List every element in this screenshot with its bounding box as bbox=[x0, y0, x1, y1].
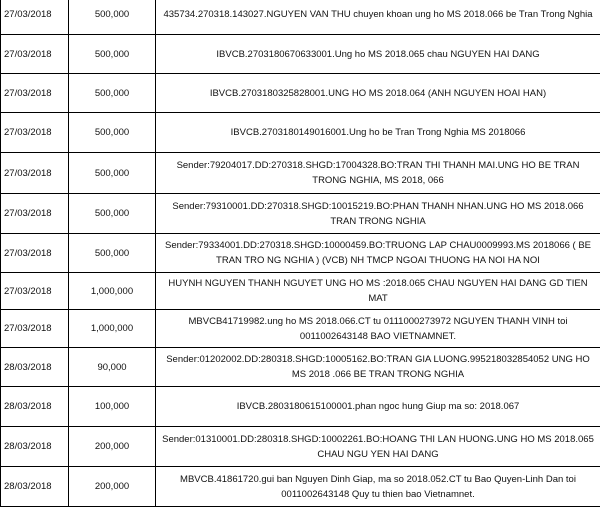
date-cell: 28/03/2018 bbox=[1, 387, 69, 427]
table-row bbox=[1, 387, 600, 427]
date-cell: 27/03/2018 bbox=[1, 194, 69, 234]
amount-cell: 90,000 bbox=[69, 348, 156, 387]
date-cell: 27/03/2018 bbox=[1, 0, 69, 35]
table-row bbox=[1, 348, 600, 387]
description-cell: HUYNH NGUYEN THANH NGUYET UNG HO MS :2018.065 CHAU NGUYEN HAI DANG GD TIEN MAT bbox=[156, 273, 600, 310]
description-cell: Sender:79334001.DD:270318.SHGD:10000459.BO:TRUONG LAP CHAU0009993.MS 2018066 ( BE TRAN TRO NG NGHIA ) (VCB) NH TMCP NGOAI THUONG HA NOI HA NOI bbox=[156, 234, 600, 273]
description-cell: Sender:79204017.DD:270318.SHGD:17004328.BO:TRAN THI THANH MAI.UNG HO BE TRAN TRONG NGHIA, MS 2018, 066 bbox=[156, 153, 600, 194]
description-cell: IBVCB.2703180670633001.Ung ho MS 2018.065 chau NGUYEN HAI DANG bbox=[156, 35, 600, 74]
table-row bbox=[1, 194, 600, 234]
description-cell: 435734.270318.143027.NGUYEN VAN THU chuyen khoan ung ho MS 2018.066 be Tran Trong Nghia bbox=[156, 0, 600, 35]
table-row bbox=[1, 467, 600, 507]
date-cell: 28/03/2018 bbox=[1, 427, 69, 467]
table-row bbox=[1, 427, 600, 467]
description-cell: Sender:01202002.DD:280318.SHGD:10005162.BO:TRAN GIA LUONG.995218032854052 UNG HO MS 2018 .066 BE TRAN TRONG NGHIA bbox=[156, 348, 600, 387]
date-cell: 27/03/2018 bbox=[1, 234, 69, 273]
amount-cell: 500,000 bbox=[69, 113, 156, 153]
table-row bbox=[1, 273, 600, 310]
description-cell: IBVCB.2703180149016001.Ung ho be Tran Trong Nghia MS 2018066 bbox=[156, 113, 600, 153]
table-row bbox=[1, 74, 600, 113]
amount-cell: 500,000 bbox=[69, 234, 156, 273]
table-row bbox=[1, 153, 600, 194]
date-cell: 27/03/2018 bbox=[1, 113, 69, 153]
table-row bbox=[1, 234, 600, 273]
table-row bbox=[1, 0, 600, 35]
amount-cell: 100,000 bbox=[69, 387, 156, 427]
table-row bbox=[1, 35, 600, 74]
date-cell: 27/03/2018 bbox=[1, 74, 69, 113]
date-cell: 28/03/2018 bbox=[1, 348, 69, 387]
amount-cell: 500,000 bbox=[69, 35, 156, 74]
date-cell: 28/03/2018 bbox=[1, 467, 69, 507]
description-cell: IBVCB.2703180325828001.UNG HO MS 2018.064 (ANH NGUYEN HOAI HAN) bbox=[156, 74, 600, 113]
amount-cell: 1,000,000 bbox=[69, 273, 156, 310]
amount-cell: 500,000 bbox=[69, 194, 156, 234]
date-cell: 27/03/2018 bbox=[1, 153, 69, 194]
date-cell: 27/03/2018 bbox=[1, 35, 69, 74]
date-cell: 27/03/2018 bbox=[1, 310, 69, 348]
date-cell: 27/03/2018 bbox=[1, 273, 69, 310]
table-row bbox=[1, 113, 600, 153]
description-cell: Sender:79310001.DD:270318.SHGD:10015219.BO:PHAN THANH NHAN.UNG HO MS 2018.066 TRAN TRONG NGHIA bbox=[156, 194, 600, 234]
amount-cell: 200,000 bbox=[69, 427, 156, 467]
table-row bbox=[1, 310, 600, 348]
amount-cell: 500,000 bbox=[69, 0, 156, 35]
amount-cell: 500,000 bbox=[69, 153, 156, 194]
amount-cell: 1,000,000 bbox=[69, 310, 156, 348]
description-cell: MBVCB41719982.ung ho MS 2018.066.CT tu 0111000273972 NGUYEN THANH VINH toi 0011002643148 BAO VIETNAMNET. bbox=[156, 310, 600, 348]
description-cell: MBVCB.41861720.gui ban Nguyen Dinh Giap, ma so 2018.052.CT tu Bao Quyen-Linh Dan toi 0011002643148 Quy tu thien bao Vietnamnet. bbox=[156, 467, 600, 507]
amount-cell: 500,000 bbox=[69, 74, 156, 113]
amount-cell: 200,000 bbox=[69, 467, 156, 507]
description-cell: IBVCB.2803180615100001.phan ngoc hung Giup ma so: 2018.067 bbox=[156, 387, 600, 427]
description-cell: Sender:01310001.DD:280318.SHGD:10002261.BO:HOANG THI LAN HUONG.UNG HO MS 2018.065 CHAU NGU YEN HAI DANG bbox=[156, 427, 600, 467]
